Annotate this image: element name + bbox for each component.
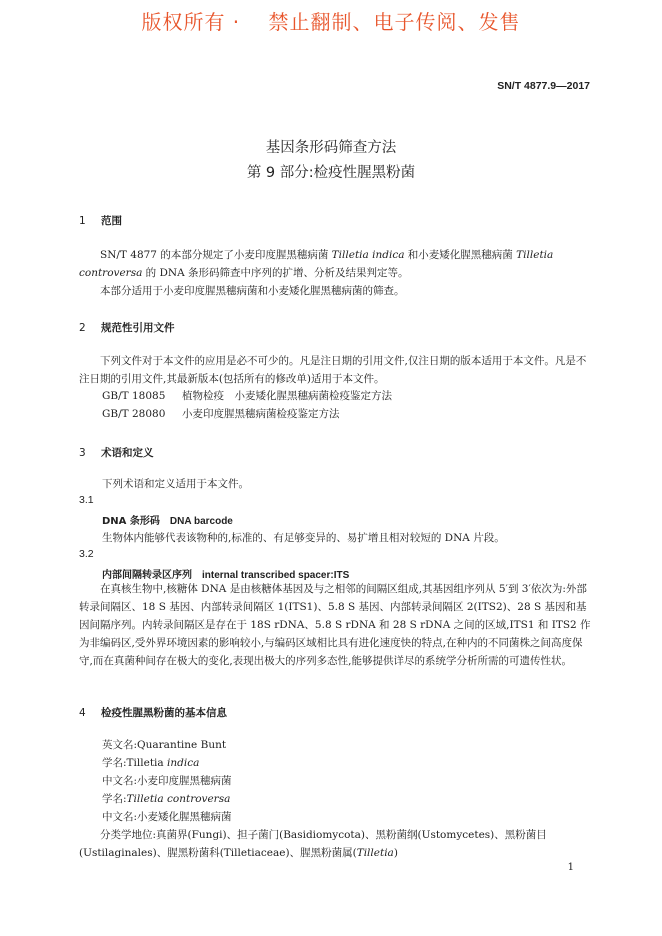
section-number: 2: [79, 322, 86, 334]
info-chinese-name: 中文名:小麦矮化腥黑穗病菌: [102, 811, 232, 823]
section-4-heading: [79, 705, 227, 720]
section-title: 规范性引用文件: [101, 322, 175, 334]
section-title: 术语和定义: [101, 447, 154, 459]
section-number: 4: [79, 707, 86, 719]
species-name: indica: [167, 757, 200, 769]
reference-code: GB/T 18085: [102, 390, 166, 402]
section-number: 1: [79, 215, 86, 227]
text-run: 分类学地位:真菌界(Fungi)、担子菌门(Basidiomycota)、黑粉菌纲(Ustomycetes)、黑粉菌目(Ustilaginales)、腥黑粉菌科(Tilletiaceae)、腥黑粉菌属(: [79, 829, 547, 859]
document-subtitle: 第 9 部分:检疫性腥黑粉菌: [246, 165, 416, 181]
section-1-paragraph-1: [79, 246, 592, 282]
page-number: 1: [567, 862, 574, 873]
term-definition: 在真核生物中,核糖体 DNA 是由核糖体基因及与之相邻的间隔区组成,其基因组序列从 5′到 3′依次为:外部转录间隔区、18 S 基因、内部转录间隔区 1(ITS1)、5.8 S 基因、内部转录间隔区 2(ITS2)、28 S 基因和基因间隔序列。内转录间隔区是存在于 18S rDNA、5.8 S rDNA 和 28 S rDNA 之间的区域,ITS1 和 ITS2 作为非编码区,受外界环境因素的影响较小,与编码区域相比具有进化速度快的特点,在种内的不同菌株之间高度保守,而在真菌种间存在极大的变化,表现出极大的序列多态性,能够提供详尽的系统学分析所需的可遗传性状。: [79, 583, 591, 667]
info-english-name: 英文名:Quarantine Bunt: [102, 739, 227, 751]
species-name: Tilletia indica: [331, 249, 405, 261]
species-name: controversa: [79, 267, 143, 279]
document-title: 基因条形码筛查方法: [265, 140, 397, 156]
term-chinese: DNA 条形码: [102, 516, 160, 527]
text-run: 的 DNA 条形码筛查中序列的扩增、分析及结果判定等。: [142, 267, 409, 279]
section-number: 3: [79, 447, 86, 459]
term-title: [102, 566, 349, 581]
reference-item: [102, 406, 340, 421]
term-chinese: 内部间隔转录区序列: [102, 570, 192, 581]
section-2-heading: [79, 320, 175, 335]
section-2-paragraph-1: 下列文件对于本文件的应用是必不可少的。凡是注日期的引用文件,仅注日期的版本适用于本文件。凡是不注日期的引用文件,其最新版本(包括所有的修改单)适用于本文件。: [79, 355, 587, 385]
term-english: internal transcribed spacer:ITS: [202, 570, 350, 581]
info-scientific-name: [102, 791, 230, 806]
reference-title: 小麦印度腥黑穗病菌检疫鉴定方法: [182, 408, 340, 420]
text-run: 学名:Tilletia: [102, 757, 168, 769]
reference-code: GB/T 28080: [102, 408, 166, 420]
reference-title: 植物检疫 小麦矮化腥黑穗病菌检疫鉴定方法: [182, 390, 392, 402]
watermark-notice: 版权所有 · 禁止翻制、电子传阅、发售: [141, 10, 521, 34]
text-run: 学名:: [102, 793, 127, 805]
section-1-paragraph-2: 本部分适用于小麦印度腥黑穗病菌和小麦矮化腥黑穗病菌的筛查。: [100, 285, 405, 297]
text-run: 和小麦矮化腥黑穗病菌: [404, 249, 517, 261]
text-run: SN/T 4877 的本部分规定了小麦印度腥黑穗病菌: [100, 249, 332, 261]
species-name: Tilletia controversa: [126, 793, 231, 805]
standard-number: SN/T 4877.9—2017: [497, 80, 590, 92]
info-chinese-name: 中文名:小麦印度腥黑穗病菌: [102, 775, 232, 787]
genus-name: Tilletia: [356, 847, 394, 859]
term-number: 3.2: [79, 548, 94, 560]
info-taxonomy: [79, 826, 592, 862]
section-3-heading: [79, 445, 154, 460]
section-3-intro: 下列术语和定义适用于本文件。: [102, 478, 249, 490]
term-title: [102, 512, 233, 527]
info-scientific-name: [102, 755, 199, 770]
section-title: 检疫性腥黑粉菌的基本信息: [101, 707, 227, 719]
reference-item: [102, 388, 392, 403]
section-1-heading: [79, 213, 122, 228]
term-english: DNA barcode: [169, 516, 233, 527]
text-run: ): [393, 847, 398, 859]
section-title: 范围: [101, 215, 122, 227]
species-name: Tilletia: [516, 249, 554, 261]
term-number: 3.1: [79, 494, 94, 506]
term-definition: 生物体内能够代表该物种的,标准的、有足够变异的、易扩增且相对较短的 DNA 片段。: [102, 532, 505, 544]
